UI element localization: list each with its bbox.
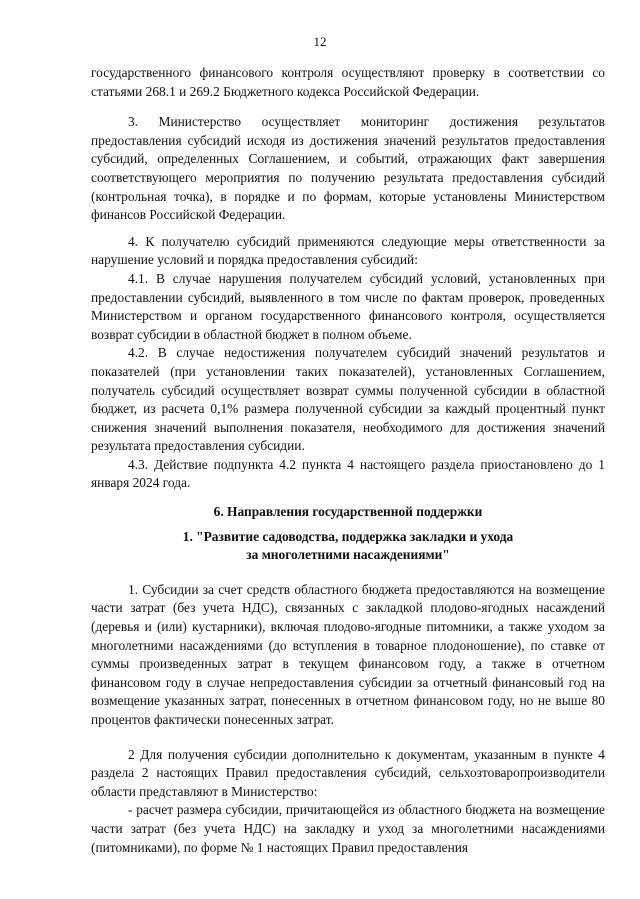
paragraph-4-responsibility: 4. К получателю субсидий применяются следующие меры ответственности за нарушение условий и порядка предоставления субсидий: [91, 233, 605, 268]
paragraph-4-3: 4.3. Действие подпункта 4.2 пункта 4 настоящего раздела приостановлено до 1 января 2024 года. [91, 456, 605, 491]
subsection-heading-line2: за многолетними насаждениями" [246, 547, 450, 563]
paragraph-4-1: 4.1. В случае нарушения получателем субсидий условий, установленных при предоставлении субсидий, выявленного в том числе по фактам проверок, проведенных Министерством и органом государственного финансового контроля, осуществляется возврат субсидии в областной бюджет в полном объеме. [91, 270, 605, 342]
paragraph-3-monitoring: 3. Министерство осуществляет мониторинг достижения результатов предоставления субсидий исходя из достижения значений результатов предоставления субсидий, определенных Соглашением, и событий, отражающих факт завершения соответствующего мероприятия по получению результата предоставления субсидий (контрольная точка), в порядке и по формам, которые установлены Министерством финансов Российской Федерации. [91, 114, 605, 223]
paragraph-4-2: 4.2. В случае недостижения получателем субсидий значений результатов и показателей (при установлении таких показателей), установленных Соглашением, получатель субсидий осуществляет возврат суммы полученной субсидии в областной бюджет, из расчета 0,1% размера полученной субсидии за каждый процентный пункт снижения значений выполнения показателя, необходимого для достижения значений результата предоставления субсидии. [91, 345, 605, 454]
document-body [91, 64, 605, 857]
page-number: 12 [313, 34, 327, 49]
paragraph-subsidies-1: 1. Субсидии за счет средств областного бюджета предоставляются на возмещение части затрат (без учета НДС), связанных с закладкой плодово-ягодных насаждений (деревья и (или) кустарники), включая плодово-ягодные питомники, а также уходом за многолетними насаждениями (до вступления в товарное плодоношение), по ставке от суммы произведенных затрат в текущем финансовом году, а также в отчетном финансовом году в случае непредоставления субсидии за отчетный финансовый год на возмещение указанных затрат, понесенных в отчетном финансовом году, но не выше 80 процентов фактически понесенных затрат. [91, 581, 605, 727]
paragraph-continuation: государственного финансового контроля осуществляют проверку в соответствии со статьями 268.1 и 269.2 Бюджетного кодекса Российской Федерации. [91, 65, 605, 99]
paragraph-subsidies-2: 2 Для получения субсидии дополнительно к документам, указанным в пункте 4 раздела 2 настоящих Правил предоставления субсидий, сельхозтоваропроизводители области представляют в Министерство: [91, 746, 605, 799]
section-heading: 6. Направления государственной поддержки [213, 504, 483, 520]
subsection-heading-line1: 1. "Развитие садоводства, поддержка закладки и ухода [182, 528, 514, 544]
paragraph-subsidy-calculation: - расчет размера субсидии, причитающейся из областного бюджета на возмещение части затрат (без учета НДС) на закладку и уход за многолетними насаждениями (питомниками), по форме № 1 настоящих Правил предоставления [91, 802, 605, 855]
